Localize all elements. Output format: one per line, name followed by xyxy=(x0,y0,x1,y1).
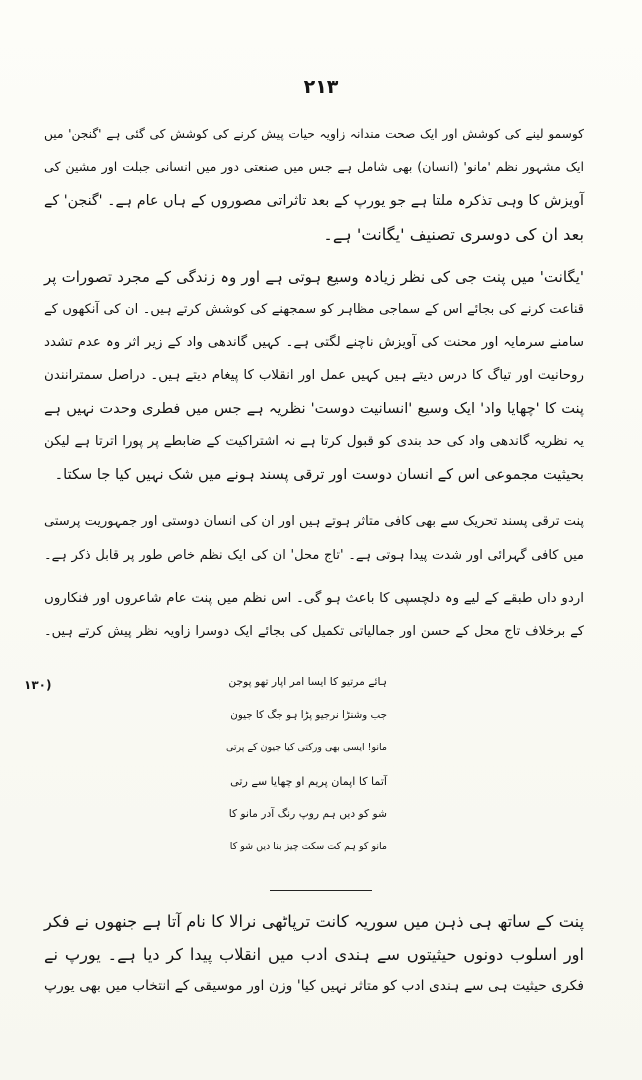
body-line: میں کافی گہرائی اور شدت پیدا ہوتی ہے۔ 'تاج محل' ان کی ایک نظم خاص طور پر قابل ذکر ہے۔ xyxy=(44,548,584,563)
body-line: بحیثیت مجموعی اس کے انسان دوست اور ترقی پسند ہونے میں شک نہیں کیا جا سکتا۔ xyxy=(54,466,584,483)
body-line: اردو داں طبقے کے لیے وہ دلچسپی کا باعث ہو گی۔ اس نظم میں پنت عام شاعروں اور فنکاروں xyxy=(44,591,584,606)
closing-line: اور اسلوب دونوں حیثیتوں سے ہندی ادب میں انقلاب پیدا کر دیا ہے۔ یورپ نے xyxy=(44,945,584,964)
body-line: پنت ترقی پسند تحریک سے بھی کافی متاثر ہوتے ہیں اور ان کی انسان دوستی اور جمہوریت پرستی xyxy=(44,514,584,529)
verse-reference: (۱۳۰ xyxy=(24,678,52,692)
body-line: یہ نظریہ گاندھی واد کی حد بندی کو قبول کرتا ہے نہ اشتراکیت کے ضابطے پر پورا اترتا ہے لیکن xyxy=(44,434,584,449)
body-line: قناعت کرنے کی بجائے اس کے سماجی مظاہر کو سمجھنے کی کوشش کرتے ہیں۔ ان کی آنکھوں کے xyxy=(44,302,584,317)
closing-line: فکری حیثیت ہی سے ہندی ادب کو متاثر نہیں کیا' وزن اور موسیقی کے انتخاب میں بھی یورپ xyxy=(44,978,584,994)
body-line: ایک مشہور نظم 'مانو' (انسان) بھی شامل ہے جس میں صنعتی دور میں انسانی جبلت اور مشین کی xyxy=(44,159,584,174)
verse-line: مانو! ایسی بھی ورکتی کیا جیون کے پرتی xyxy=(225,742,387,753)
section-separator xyxy=(270,890,372,891)
body-line: بعد ان کی دوسری تصنیف 'یگانت' ہے۔ xyxy=(323,225,584,244)
closing-line: پنت کے ساتھ ہی ذہن میں سوریہ کانت ترپاٹھی نرالا کا نام آتا ہے جنھوں نے فکر xyxy=(44,912,584,931)
body-line: آویزش کا وہی تذکرہ ملتا ہے جو یورپ کے بعد تاثراتی مصوروں کے ہاں عام ہے۔ 'گنجن' کے xyxy=(44,193,584,209)
page-number: ۲۱۳ xyxy=(303,76,339,98)
body-line: پنت کا 'چھایا واد' ایک وسیع 'انسانیت دوست' نظریہ ہے جس میں فطری وحدت نہیں ہے xyxy=(44,400,584,417)
body-line: کوسمو لینے کی کوشش اور ایک صحت مندانہ زاویہ حیات پیش کرنے کی کوشش کی گئی ہے 'گنجن' میں xyxy=(44,127,584,141)
body-line: سامنے سرمایہ اور محنت کی آویزش ناچنے لگتی ہے۔ کہیں گاندھی واد کے زیر اثر وہ عدم تشدد xyxy=(44,335,584,350)
verse-line: ہائے مرتیو کا ایسا امر اپار تھو پوجن xyxy=(228,675,387,688)
body-line: 'یگانت' میں پنت جی کی نظر زیادہ وسیع ہوتی ہے اور وہ زندگی کے مجرد تصورات پر xyxy=(44,268,584,286)
body-line: روحانیت اور تیاگ کا درس دیتے ہیں کہیں عمل اور انقلاب کا پیغام دیتے ہیں۔ دراصل سمترانندن xyxy=(44,368,584,383)
verse-line: جب وشنڑا نرجیو پڑا ہو جگ کا جیون xyxy=(230,709,387,721)
body-line: کے برخلاف تاج محل کے حسن اور جمالیاتی تکمیل کی بجائے ایک دوسرا زاویہ نظر پیش کرتے ہیں۔ xyxy=(44,624,584,639)
verse-line: شو کو دیں ہم روپ رنگ آدر مانو کا xyxy=(228,807,387,820)
verse-line: آتما کا اپمان پریم او چھایا سے رتی xyxy=(230,775,387,788)
verse-line: مانو کو ہم کت سکت چیز بنا دیں شو کا xyxy=(229,841,387,852)
